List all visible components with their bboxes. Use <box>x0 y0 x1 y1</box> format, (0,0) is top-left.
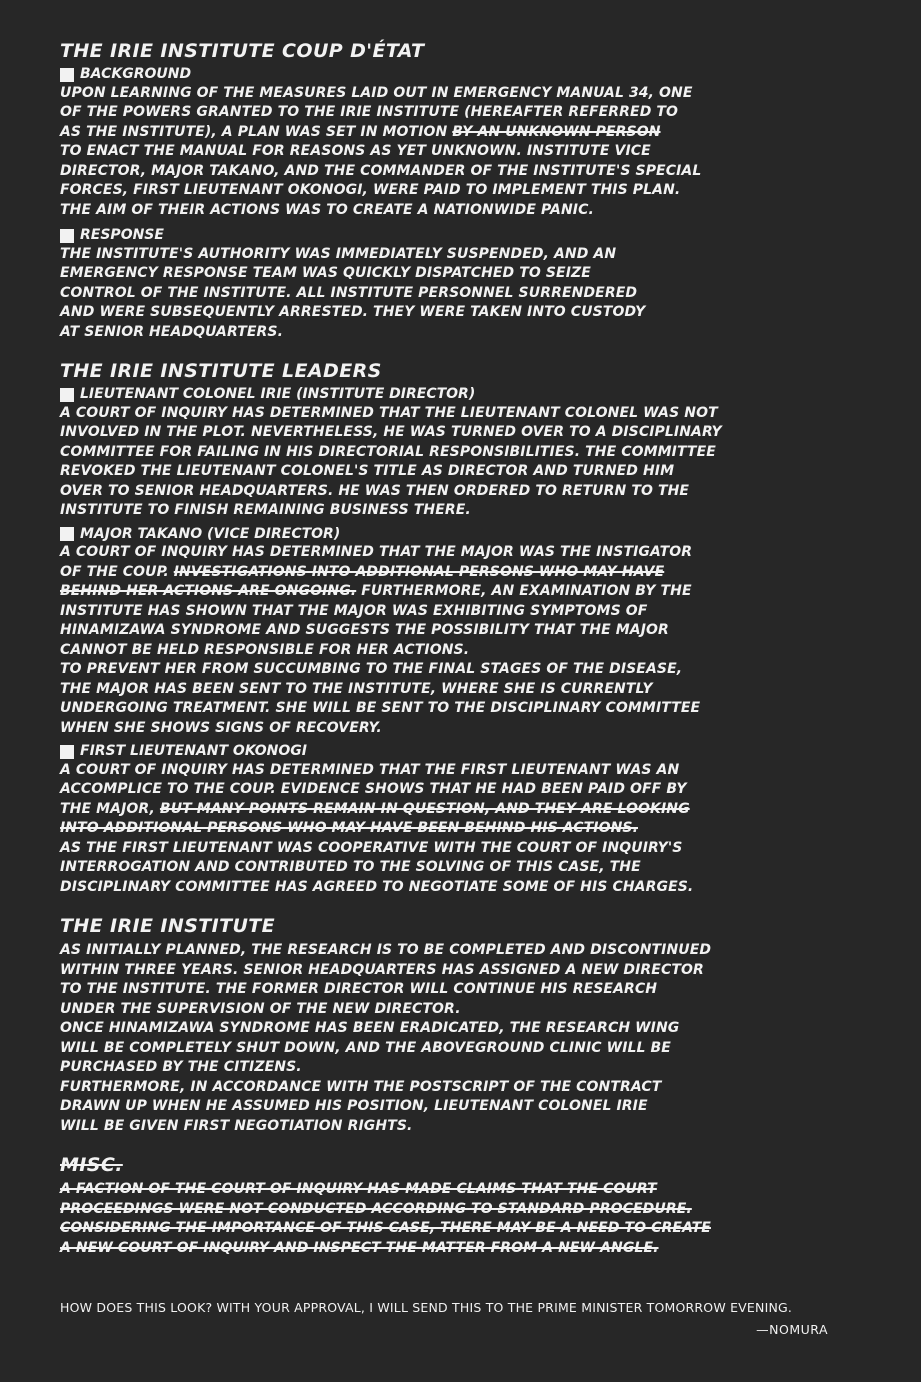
square-bullet-icon <box>60 745 74 759</box>
square-bullet-icon <box>60 229 74 243</box>
redacted-text: INTO ADDITIONAL PERSONS WHO MAY HAVE BEEN BEHIND HIS ACTIONS. <box>60 820 638 836</box>
square-bullet-icon <box>60 68 74 82</box>
subheading-background: BACKGROUND <box>60 66 850 84</box>
report-document <box>60 40 850 1270</box>
section-misc <box>60 1154 850 1258</box>
paragraph-irie: A COURT OF INQUIRY HAS DETERMINED THAT THE LIEUTENANT COLONEL WAS NOT INVOLVED IN THE PLOT. NEVERTHELESS, HE WAS TURNED OVER TO A DISCIPLINARY COMMITTEE FOR FAILING IN HIS DIRECTORIAL RESPONSIBILITIES. THE COMMITTEE REVOKED THE LIEUTENANT COLONEL'S TITLE AS DIRECTOR AND TURNED HIM OVER TO SENIOR HEADQUARTERS. HE WAS THEN ORDERED TO RETURN TO THE INSTITUTE TO FINISH REMAINING BUSINESS THERE. <box>60 404 722 518</box>
square-bullet-icon <box>60 527 74 541</box>
section-title-institute: THE IRIE INSTITUTE <box>60 915 276 937</box>
paragraph-takano: A COURT OF INQUIRY HAS DETERMINED THAT THE MAJOR WAS THE INSTIGATOR OF THE COUP. INVESTIGATIONS INTO ADDITIONAL PERSONS WHO MAY HAVE BEHIND HER ACTIONS ARE ONGOING. FURTHERMORE, AN EXAMINATION BY THE INSTITUTE HAS SHOWN THAT THE MAJOR WAS EXHIBITING SYMPTOMS OF HINAMIZAWA SYNDROME AND SUGGESTS THE POSSIBILITY THAT THE MAJOR CANNOT BE HELD RESPONSIBLE FOR HER ACTIONS. TO PREVENT HER FROM SUCCUMBING TO THE FINAL STAGES OF THE DISEASE, THE MAJOR HAS BEEN SENT TO THE INSTITUTE, WHERE SHE IS CURRENTLY UNDERGOING TREATMENT. SHE WILL BE SENT TO THE DISCIPLINARY COMMITTEE WHEN SHE SHOWS SIGNS OF RECOVERY. <box>60 544 701 736</box>
paragraph-misc-redacted: A FACTION OF THE COURT OF INQUIRY HAS MADE CLAIMS THAT THE COURT PROCEEDINGS WERE NOT CONDUCTED ACCORDING TO STANDARD PROCEDURE. CONSIDERING THE IMPORTANCE OF THIS CASE, THERE MAY BE A NEED TO CREATE A NEW COURT OF INQUIRY AND INSPECT THE MATTER FROM A NEW ANGLE. <box>60 1181 711 1256</box>
section-title-leaders: THE IRIE INSTITUTE LEADERS <box>60 360 382 382</box>
section-title-coup: THE IRIE INSTITUTE COUP D'ÉTAT <box>60 40 425 62</box>
signature: —NOMURA <box>756 1322 828 1337</box>
redacted-text: INVESTIGATIONS INTO ADDITIONAL PERSONS WHO MAY HAVE <box>173 563 665 580</box>
section-institute <box>60 915 850 1136</box>
subheading-takano: MAJOR TAKANO (VICE DIRECTOR) <box>60 526 850 544</box>
closing-note: HOW DOES THIS LOOK? WITH YOUR APPROVAL, I WILL SEND THIS TO THE PRIME MINISTER TOMORROW EVENING. <box>60 1300 793 1315</box>
redacted-text: BY AN UNKNOWN PERSON <box>452 123 661 140</box>
paragraph-okonogi: A COURT OF INQUIRY HAS DETERMINED THAT THE FIRST LIEUTENANT WAS AN ACCOMPLICE TO THE COUP. EVIDENCE SHOWS THAT HE HAD BEEN PAID OFF BY THE MAJOR, BUT MANY POINTS REMAIN IN QUESTION, AND THEY ARE LOOKING INTO ADDITIONAL PERSONS WHO MAY HAVE BEEN BEHIND HIS ACTIONS. AS THE FIRST LIEUTENANT WAS COOPERATIVE WITH THE COURT OF INQUIRY'S INTERROGATION AND CONTRIBUTED TO THE SOLVING OF THIS CASE, THE DISCIPLINARY COMMITTEE HAS AGREED TO NEGOTIATE SOME OF HIS CHARGES. <box>60 761 850 898</box>
subheading-irie: LIEUTENANT COLONEL IRIE (INSTITUTE DIRECTOR) <box>60 386 850 404</box>
section-title-misc: MISC. <box>60 1154 123 1176</box>
square-bullet-icon <box>60 388 74 402</box>
paragraph-institute: AS INITIALLY PLANNED, THE RESEARCH IS TO BE COMPLETED AND DISCONTINUED WITHIN THREE YEARS. SENIOR HEADQUARTERS HAS ASSIGNED A NEW DIRECTOR TO THE INSTITUTE. THE FORMER DIRECTOR WILL CONTINUE HIS RESEARCH UNDER THE SUPERVISION OF THE NEW DIRECTOR. ONCE HINAMIZAWA SYNDROME HAS BEEN ERADICATED, THE RESEARCH WING WILL BE COMPLETELY SHUT DOWN, AND THE ABOVEGROUND CLINIC WILL BE PURCHASED BY THE CITIZENS. FURTHERMORE, IN ACCORDANCE WITH THE POSTSCRIPT OF THE CONTRACT DRAWN UP WHEN HE ASSUMED HIS POSITION, LIEUTENANT COLONEL IRIE WILL BE GIVEN FIRST NEGOTIATION RIGHTS. <box>60 942 712 1134</box>
paragraph-response: THE INSTITUTE'S AUTHORITY WAS IMMEDIATELY SUSPENDED, AND AN EMERGENCY RESPONSE TEAM WAS QUICKLY DISPATCHED TO SEIZE CONTROL OF THE INSTITUTE. ALL INSTITUTE PERSONNEL SURRENDERED AND WERE SUBSEQUENTLY ARRESTED. THEY WERE TAKEN INTO CUSTODY AT SENIOR HEADQUARTERS. <box>60 245 646 340</box>
redacted-text: BUT MANY POINTS REMAIN IN QUESTION, AND THEY ARE LOOKING <box>159 800 690 817</box>
subheading-okonogi: FIRST LIEUTENANT OKONOGI <box>60 743 850 761</box>
paragraph-background: UPON LEARNING OF THE MEASURES LAID OUT IN EMERGENCY MANUAL 34, ONE OF THE POWERS GRANTED TO THE IRIE INSTITUTE (HEREAFTER REFERRED TO AS THE INSTITUTE), A PLAN WAS SET IN MOTION BY AN UNKNOWN PERSON TO ENACT THE MANUAL FOR REASONS AS YET UNKNOWN. INSTITUTE VICE DIRECTOR, MAJOR TAKANO, AND THE COMMANDER OF THE INSTITUTE'S SPECIAL FORCES, FIRST LIEUTENANT OKONOGI, WERE PAID TO IMPLEMENT THIS PLAN. THE AIM OF THEIR ACTIONS WAS TO CREATE A NATIONWIDE PANIC. <box>60 84 702 218</box>
section-leaders <box>60 360 850 897</box>
subheading-response: RESPONSE <box>60 227 850 245</box>
redacted-text: BEHIND HER ACTIONS ARE ONGOING. <box>60 583 357 599</box>
section-coup <box>60 40 850 342</box>
